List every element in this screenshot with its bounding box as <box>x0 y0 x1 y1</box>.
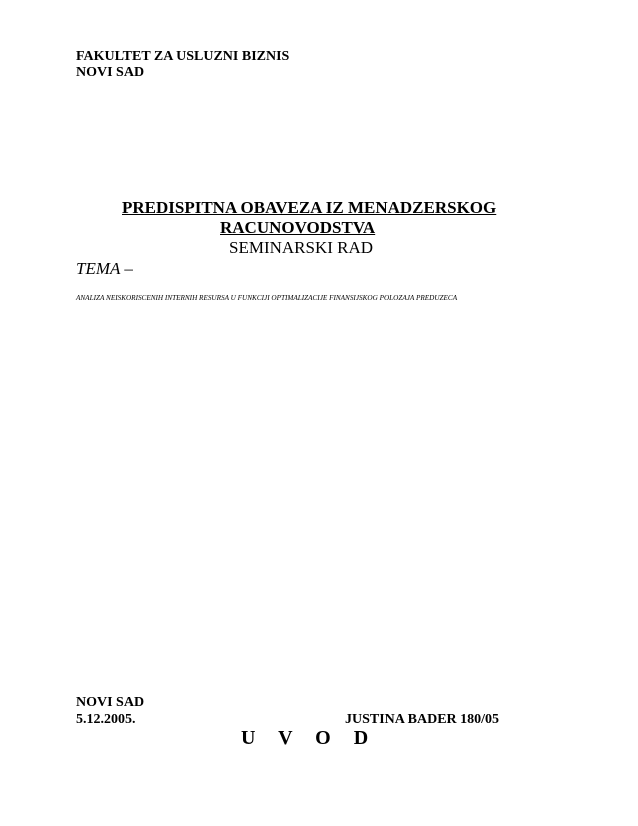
theme-label: TEMA – <box>76 259 133 278</box>
footer-city: NOVI SAD <box>76 695 145 710</box>
theme-topic: ANALIZA NEISKORISCENIH INTERNIH RESURSA U FUNKCIJI OPTIMALIZACIJE FINANSIJSKOG POLOZAJA PREDUZECA <box>76 294 458 302</box>
document-title-line-1: PREDISPITNA OBAVEZA IZ MENADZERSKOG <box>122 198 497 217</box>
section-heading-uvod: U V O D <box>241 727 378 749</box>
footer-author: JUSTINA BADER 180/05 <box>345 712 500 727</box>
footer-date: 5.12.2005. <box>76 712 136 727</box>
faculty-name: FAKULTET ZA USLUZNI BIZNIS <box>76 49 290 64</box>
document-subtitle: SEMINARSKI RAD <box>229 238 374 257</box>
document-title-line-2: RACUNOVODSTVA <box>220 218 376 237</box>
faculty-city: NOVI SAD <box>76 65 145 80</box>
